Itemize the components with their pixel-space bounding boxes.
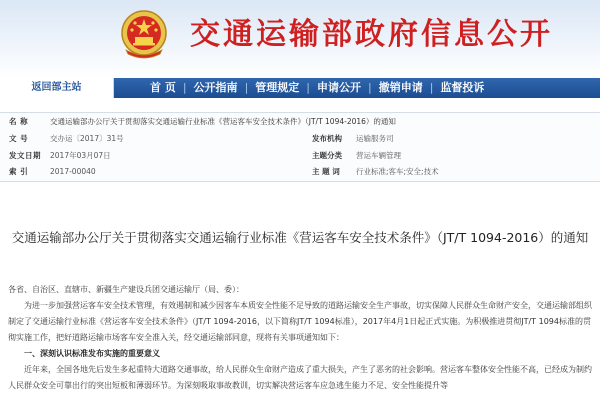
nav-item-withdraw[interactable]: 撤销申请 <box>378 81 423 94</box>
meta-issuer-label: 发布机构 <box>312 134 342 143</box>
meta-keywords-label: 主 题 词 <box>312 167 340 176</box>
document-title: 交通运输部办公厅关于贯彻落实交通运输行业标准《营运客车安全技术条件》（JT/T 1094-2016）的通知 <box>11 230 589 245</box>
nav-separator: | <box>429 81 434 94</box>
meta-row-date <box>0 149 600 162</box>
meta-date-label: 发文日期 <box>9 151 41 160</box>
meta-index-label: 索 引 <box>9 167 29 176</box>
meta-row-index <box>0 165 600 178</box>
meta-row-docno <box>0 132 600 145</box>
nav-item-apply[interactable]: 申请公开 <box>317 81 361 94</box>
nav-separator: | <box>368 81 372 94</box>
document-paragraph-2: 近年来，全国各地先后发生多起重特大道路交通事故，给人民群众生命财产造成了重大损失，产生了恶劣的社会影响。营运客车整体安全性能不高，已经成为制约人民群众安全可靠出行的突出短板和薄弱环节。为深刻吸取事故教训，切实解决营运客车应急逃生能力不足、安全性能提升等 <box>8 365 592 390</box>
nav-separator: | <box>182 81 187 94</box>
meta-category-label: 主题分类 <box>312 151 342 160</box>
nav-item-complaint[interactable]: 监督投诉 <box>440 81 485 94</box>
site-header <box>0 0 600 78</box>
site-title: 交通运输部政府信息公开 <box>190 17 553 52</box>
document-heading-1: 一、深刻认识标准发布实施的重要意义 <box>24 349 160 358</box>
meta-issuer-value: 运输服务司 <box>356 134 394 143</box>
main-navbar <box>0 78 600 98</box>
meta-index-value: 2017-00040 <box>50 167 96 176</box>
nav-item-regulations[interactable]: 管理规定 <box>255 81 300 94</box>
meta-row-title <box>0 115 600 128</box>
document-salutation: 各省、自治区、直辖市、新疆生产建设兵团交通运输厅（局、委）： <box>8 285 244 294</box>
document-metadata-table <box>0 112 600 182</box>
nav-separator: | <box>244 81 249 94</box>
nav-separator: | <box>306 81 310 94</box>
nav-menu <box>150 78 484 98</box>
meta-docno-value: 交办运〔2017〕31号 <box>50 134 124 143</box>
national-emblem-icon <box>120 8 168 60</box>
document-paragraph-1: 为进一步加强营运客车安全技术管理，有效遏制和减少因客车本质安全性能不足导致的道路运输安全生产事故，切实保障人民群众生命财产安全，交通运输部组织制定了交通运输行业标准《营运客车安全技术条件》（JT/T 1094-2016，以下简称JT/T 1094标准），2017年4月1日起正式实施。为积极推进贯彻JT/T 1094标准的贯彻实施工作，把好道路运输市场客车安全准入关，经交通运输部同意，现将有关事项通知如下： <box>8 301 592 342</box>
nav-item-home[interactable]: 首 页 <box>150 81 176 94</box>
meta-title-value: 交通运输部办公厅关于贯彻落实交通运输行业标准《营运客车安全技术条件》（JT/T 1094-2016）的通知 <box>50 117 396 126</box>
nav-item-guide[interactable]: 公开指南 <box>193 81 238 94</box>
meta-docno-label: 文 号 <box>9 134 29 143</box>
meta-title-label: 名 称 <box>9 117 29 126</box>
meta-category-value: 营运车辆管理 <box>356 151 401 160</box>
back-home-button[interactable]: 返回部主站 <box>0 78 114 98</box>
meta-keywords-value: 行业标准;客车;安全;技术 <box>356 167 439 176</box>
meta-date-value: 2017年03月07日 <box>50 151 111 160</box>
